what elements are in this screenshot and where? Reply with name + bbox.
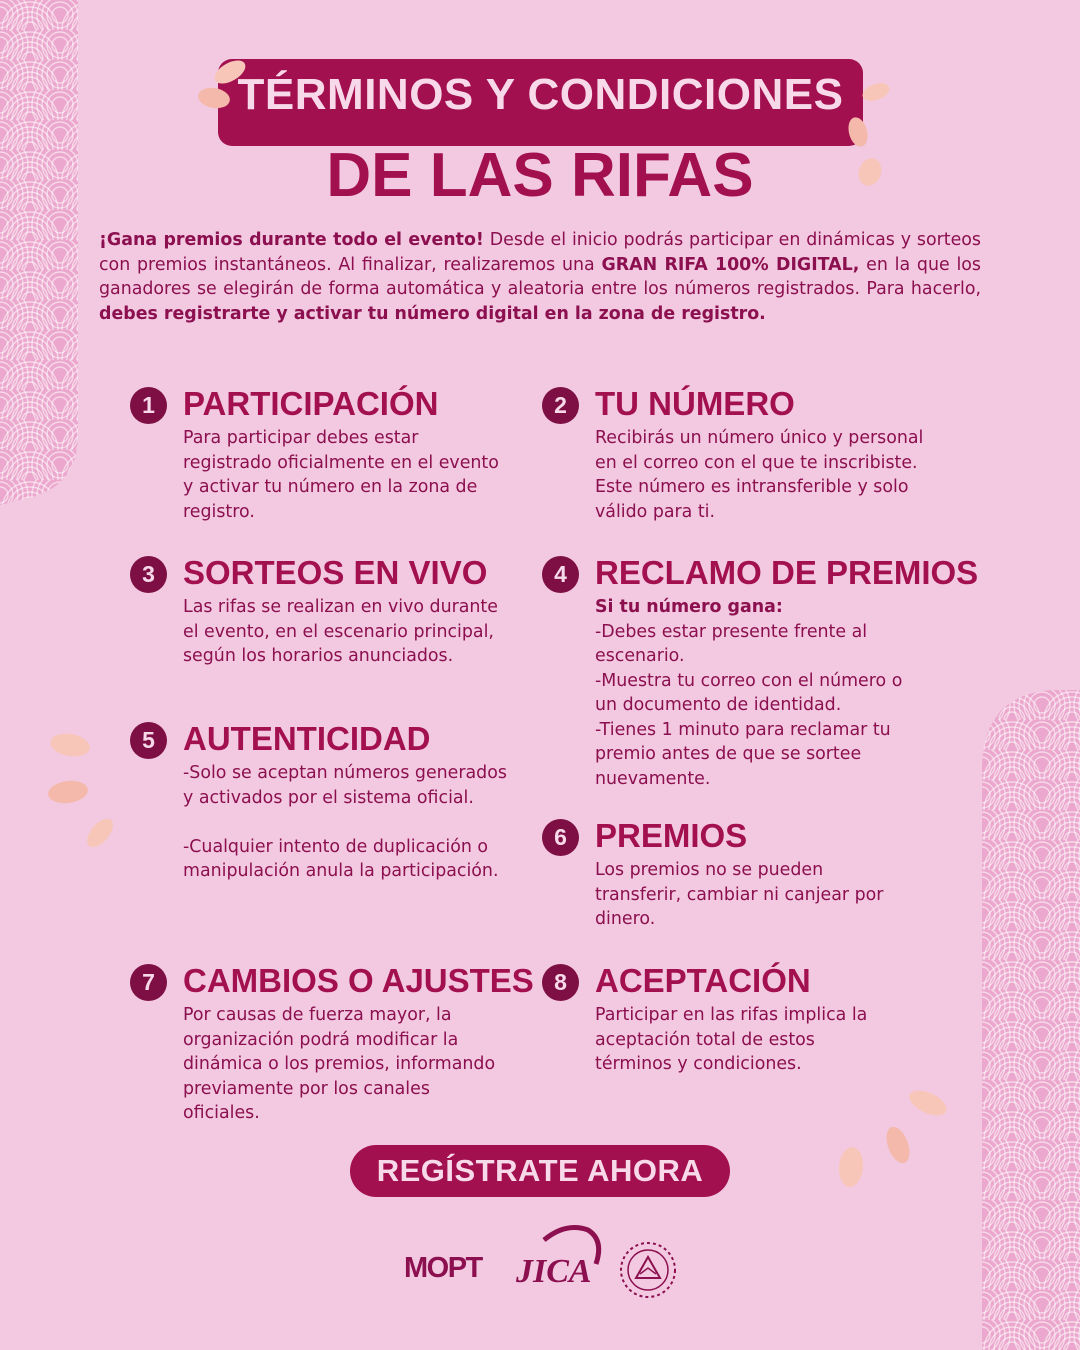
- section-text: -Muestra tu correo con el número o un documento de identidad.: [595, 670, 903, 715]
- section-title: CAMBIOS O AJUSTES: [183, 962, 534, 999]
- section-body: [183, 595, 513, 669]
- petal-decoration: [40, 725, 125, 855]
- section-body: [595, 1003, 885, 1077]
- section-body: [595, 595, 925, 791]
- section-text: Participar en las rifas implica la aceptación total de estos términos y condiciones.: [595, 1005, 868, 1074]
- petal-decoration: [838, 80, 898, 190]
- mopt-logo: MOPT: [404, 1252, 482, 1284]
- section-text: Por causas de fuerza mayor, la organización podrá modificar la dinámica o los premios, informando previamente por los canales oficiales.: [183, 1005, 496, 1123]
- section-text: -Debes estar presente frente al escenario.: [595, 621, 868, 666]
- intro-paragraph: [99, 228, 981, 327]
- section-number-badge: 2: [542, 387, 579, 424]
- jica-logo: [514, 1222, 602, 1292]
- intro-text: Desde el inicio podrás participar en dinámicas y sorteos con premios instantáneos. Al finalizar, realizaremos una: [99, 230, 981, 275]
- section-text: -Cualquier intento de duplicación o manipulación anula la participación.: [183, 836, 499, 881]
- el-salvador-seal: [618, 1240, 678, 1300]
- section-number-badge: 3: [130, 556, 167, 593]
- section-text: -Solo se aceptan números generados y activados por el sistema oficial.: [183, 763, 507, 808]
- section-body: [595, 858, 885, 932]
- section-subtitle: Si tu número gana:: [595, 597, 783, 617]
- section-title: PARTICIPACIÓN: [183, 385, 439, 422]
- section-number-badge: 1: [130, 387, 167, 424]
- intro-highlight: ¡Gana premios durante todo el evento!: [99, 230, 484, 250]
- section-body: [183, 426, 503, 524]
- section-number-badge: 7: [130, 964, 167, 1001]
- register-now-button[interactable]: REGÍSTRATE AHORA: [350, 1145, 730, 1197]
- section-body: [595, 426, 925, 524]
- section-text: Para participar debes estar registrado oficialmente en el evento y activar tu número en la zona de registro.: [183, 428, 499, 522]
- section-number-badge: 6: [542, 819, 579, 856]
- section-body: [183, 761, 513, 884]
- section-title: RECLAMO DE PREMIOS: [595, 554, 979, 591]
- section-title: PREMIOS: [595, 817, 748, 854]
- section-number-badge: 8: [542, 964, 579, 1001]
- section-title: AUTENTICIDAD: [183, 720, 431, 757]
- page-subtitle: DE LAS RIFAS: [326, 141, 754, 210]
- intro-text: en la que los ganadores se elegirán de forma automática y aleatoria entre los números registrados. Para hacerlo,: [99, 254, 981, 300]
- section-text: -Tienes 1 minuto para reclamar tu premio antes de que se sortee nuevamente.: [595, 719, 891, 789]
- petal-decoration: [196, 52, 256, 114]
- section-title: TU NÚMERO: [595, 385, 795, 422]
- section-body: [183, 1003, 503, 1126]
- petal-decoration: [826, 1085, 956, 1195]
- section-text: Recibirás un número único y personal en el correo con el que te inscribiste. Este número es intransferible y solo válido para ti.: [595, 428, 924, 522]
- section-title: SORTEOS EN VIVO: [183, 554, 488, 591]
- intro-highlight: debes registrarte y activar tu número digital en la zona de registro.: [99, 304, 766, 325]
- section-text: Los premios no se pueden transferir, cambiar ni canjear por dinero.: [595, 860, 884, 929]
- wave-pattern-left: [0, 0, 78, 505]
- intro-highlight: GRAN RIFA 100% DIGITAL,: [601, 254, 860, 275]
- section-title: ACEPTACIÓN: [595, 962, 811, 999]
- section-number-badge: 5: [130, 722, 167, 759]
- wave-pattern-right: [982, 690, 1080, 1350]
- section-number-badge: 4: [542, 556, 579, 593]
- jica-logo-text: JICA: [516, 1253, 592, 1290]
- page-title: TÉRMINOS Y CONDICIONES: [237, 70, 844, 119]
- section-text: Las rifas se realizan en vivo durante el evento, en el escenario principal, según los horarios anunciados.: [183, 597, 498, 666]
